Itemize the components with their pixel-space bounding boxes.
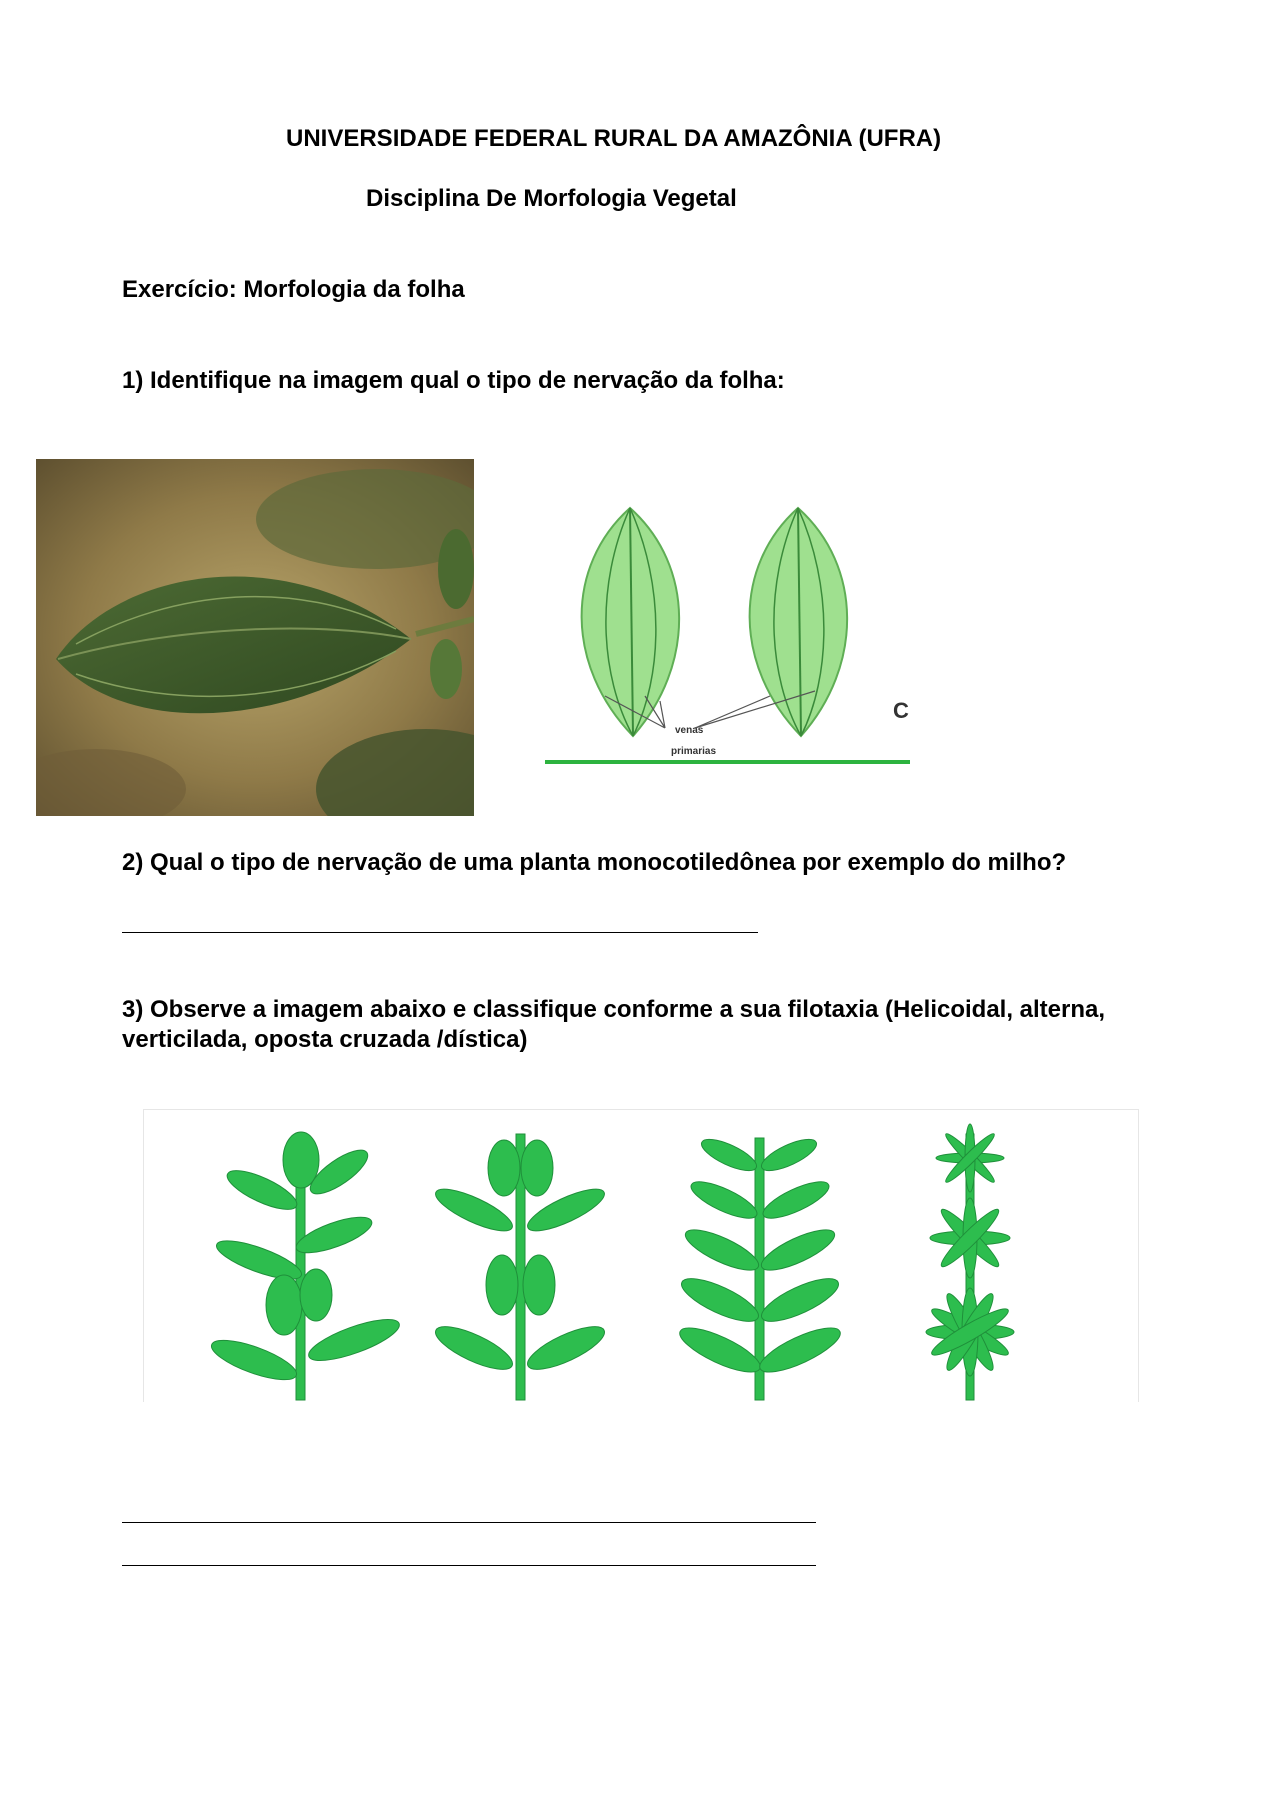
- discipline-title: Disciplina De Morfologia Vegetal: [366, 185, 737, 212]
- leaf-photo: [36, 459, 474, 816]
- answer-line-q3-1[interactable]: [122, 1522, 816, 1523]
- plant-distichous: [675, 1133, 846, 1400]
- plant-alternate: [207, 1132, 403, 1400]
- answer-line-q2[interactable]: [122, 932, 758, 933]
- university-title: UNIVERSIDADE FEDERAL RURAL DA AMAZÔNIA (UFRA): [286, 125, 942, 152]
- answer-line-q3-2[interactable]: [122, 1565, 816, 1566]
- diagram-label-venas: venas: [675, 725, 704, 736]
- leaf-venation-diagram: [545, 496, 910, 772]
- plant-verticillate: [926, 1124, 1014, 1400]
- phyllotaxis-figure: [143, 1109, 1139, 1402]
- question-3: 3) Observe a imagem abaixo e classifique conforme a sua filotaxia (Helicoidal, alterna, verticilada, oposta cruzada /dística): [122, 996, 1106, 1053]
- question-1: 1) Identifique na imagem qual o tipo de nervação da folha:: [122, 367, 785, 394]
- exercise-title: Exercício: Morfologia da folha: [122, 276, 465, 303]
- plant-opposite-crossed: [430, 1134, 609, 1400]
- diagram-letter: C: [893, 698, 909, 723]
- question-2: 2) Qual o tipo de nervação de uma planta monocotiledônea por exemplo do milho?: [122, 849, 1067, 876]
- diagram-label-primarias: primarias: [671, 746, 717, 757]
